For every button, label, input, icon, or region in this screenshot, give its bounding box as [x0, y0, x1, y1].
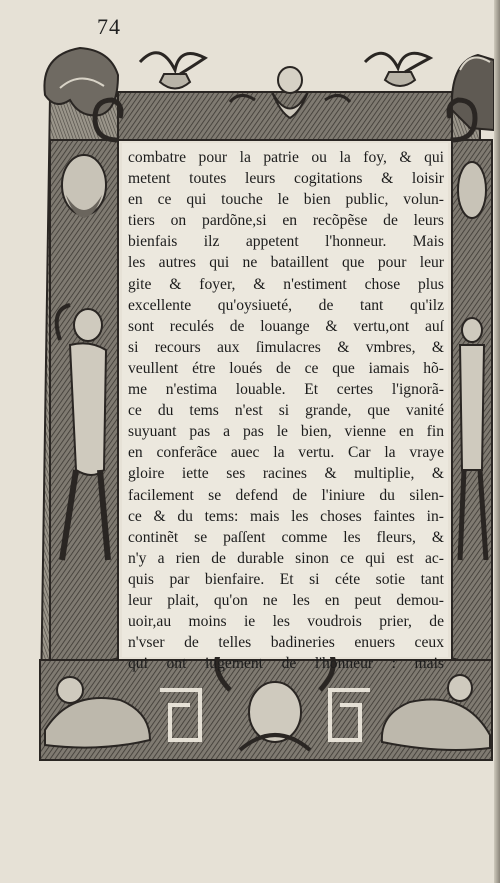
text-line: en ce qui touche le bien public, volun- [128, 191, 444, 209]
text-line: bienfais ilz appetent l'honneur. Mais [128, 233, 444, 251]
top-right-urn [365, 53, 430, 86]
text-block [122, 143, 448, 673]
top-left-urn [140, 53, 205, 89]
text-line: suyuant pas a pas le bien, vienne en fin [128, 423, 444, 441]
page-edge-shadow [494, 0, 500, 883]
text-line: uoir,au moins ie les voudrois prier, de [128, 613, 444, 631]
text-line: n'y a rien de durable sinon ce qui est ac- [128, 549, 444, 567]
text-line: les autres qui ne bataillent que pour leur [128, 254, 444, 272]
text-line: veullent étre loués de ce que iamais hõ- [128, 359, 444, 377]
text-line: si recours aux ſimulacres & vmbres, & [128, 338, 444, 356]
text-line: n'vser de telles badineries enuers ceux [128, 634, 444, 652]
text-line: gloire iette ses racines & multiplie, & [128, 465, 444, 483]
text-line: ce du tems n'est si grande, que vanité [128, 402, 444, 420]
text-line: me n'estima louable. Et certes l'ignorã- [128, 381, 444, 399]
text-line: en conferãce auec la vertu. Car la vraye [128, 444, 444, 462]
text-line: quis par bienfaire. Et si céte sotie tant [128, 570, 444, 588]
text-line: continẽt se paſſent comme les fleurs, & [128, 528, 444, 546]
text-line: facilement se defend de l'iniure du silen- [128, 486, 444, 504]
text-line: ce & du tems: mais les choses faintes in- [128, 507, 444, 525]
top-frieze [118, 92, 452, 140]
text-line: sont reculés de louange & vertu,ont auſ [128, 317, 444, 335]
text-line: leur plait, qu'on ne les en peut demou- [128, 591, 444, 609]
right-bearded-face [458, 162, 486, 218]
text-line: gite & foyer, & n'estiment chose plus [128, 275, 444, 293]
text-line: tiers on pardõne,si en recõpẽse de leurs [128, 212, 444, 230]
page-number: 74 [97, 14, 121, 39]
text-line: qui ont iugement de l'honneur : mais [128, 655, 444, 673]
text-line: excellente qu'oysiueté, de tant qu'ilz [128, 296, 444, 314]
text-line: metent toutes leurs cogitations & loisir [128, 170, 444, 188]
text-line: combatre pour la patrie ou la foy, & qui [128, 149, 444, 166]
